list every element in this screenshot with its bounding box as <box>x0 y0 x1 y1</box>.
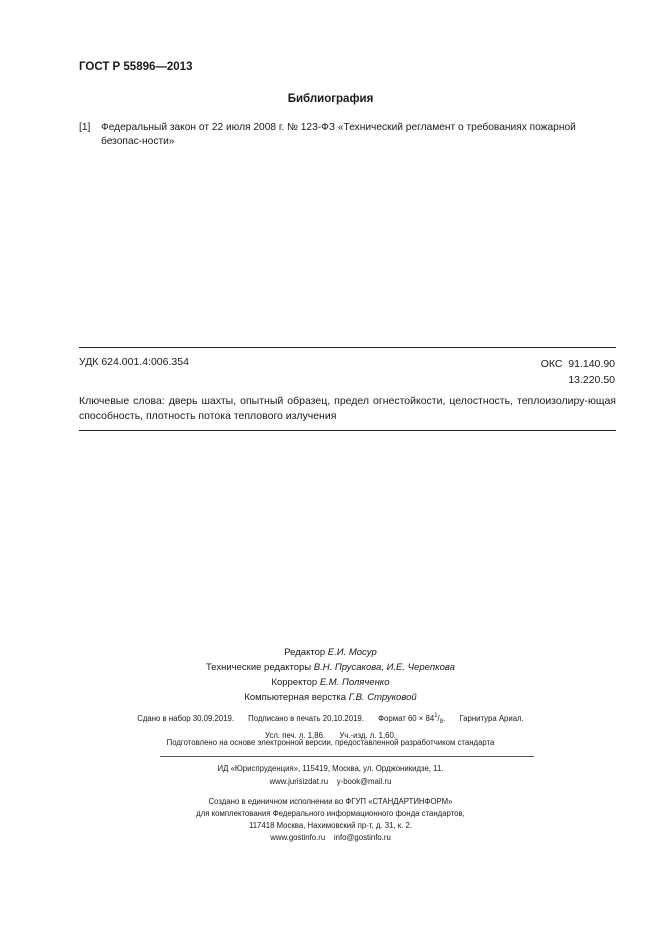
prepared-note: Подготовлено на основе электронной версии, предоставленной разработчиком стандарта <box>166 738 495 747</box>
bibliography-entry-number: [1] <box>79 122 91 133</box>
credit-role: Корректор <box>271 677 318 688</box>
udc-code: УДК 624.001.4:006.354 <box>79 356 189 368</box>
typeface: Гарнитура Ариал. <box>459 714 524 723</box>
format-sub: 8 <box>439 719 444 725</box>
credits-block <box>0 645 661 705</box>
publisher-email[interactable]: y-book@mail.ru <box>336 777 392 786</box>
publisher-block <box>0 762 661 788</box>
oks-codes <box>541 356 615 388</box>
format-sup: 1 <box>434 713 438 719</box>
credit-layout <box>0 690 661 705</box>
oks-label: ОКС <box>540 358 563 370</box>
print-sheets: Усл. печ. л. 1,86. <box>265 731 326 740</box>
format-label: Формат 60 × 84 <box>378 714 435 723</box>
set-date: Сдано в набор 30.09.2019. <box>137 714 234 723</box>
bottom-rule <box>79 430 616 431</box>
printer-line-1: Создано в единичном исполнении во ФГУП «СТАНДАРТИНФОРМ» <box>208 797 453 806</box>
bibliography-entry-text: Федеральный закон от 22 июля 2008 г. № 123-ФЗ «Технический регламент о требованиях пожарной безопас-ности» <box>101 122 576 147</box>
credit-role: Редактор <box>284 647 326 658</box>
signed-date: Подписано в печать 20.10.2019. <box>248 714 364 723</box>
publishing-sheets: Уч.-изд. л. 1,60. <box>339 731 396 740</box>
keywords: Ключевые слова: дверь шахты, опытный образец, предел огнестойкости, целостность, теплоизолиру-ющая способность, плотность потока теплового излучения <box>79 395 616 422</box>
printer-email[interactable]: info@gostinfo.ru <box>333 833 391 842</box>
bibliography-title: Библиография <box>287 93 374 105</box>
top-rule <box>79 347 616 348</box>
credit-role: Технические редакторы <box>206 662 312 673</box>
credit-names: Е.И. Мосур <box>327 647 377 658</box>
printer-line-2: для комплектования Федерального информационного фонда стандартов, <box>196 809 465 818</box>
credit-corrector <box>0 675 661 690</box>
bibliography-entry <box>79 121 616 149</box>
credit-names: Г.В. Струковой <box>348 692 417 703</box>
paper-format: Формат $60 \times 84^1/_8$. <box>378 713 446 725</box>
oks-code-1: 91.140.90 <box>568 358 615 370</box>
credit-names: В.Н. Прусакова, И.Е. Черепкова <box>313 662 455 673</box>
printer-block <box>0 796 661 844</box>
credit-tech-editors <box>0 660 661 675</box>
publisher-address: ИД «Юриспруденция», 115419, Москва, ул. Орджоникидзе, 11. <box>217 764 444 773</box>
credit-role: Компьютерная верстка <box>244 692 347 703</box>
printer-line-3: 117418 Москва, Нахимовский пр-т, д. 31, к. 2. <box>248 821 413 830</box>
oks-code-2: 13.220.50 <box>568 374 615 386</box>
document-code: ГОСТ Р 55896—2013 <box>79 61 193 73</box>
credit-names: Е.М. Поляченко <box>319 677 390 688</box>
publisher-site[interactable]: www.jurisizdat.ru <box>269 777 329 786</box>
printer-site[interactable]: www.gostinfo.ru <box>270 833 326 842</box>
credit-editor <box>0 645 661 660</box>
footer-rule <box>160 756 534 757</box>
